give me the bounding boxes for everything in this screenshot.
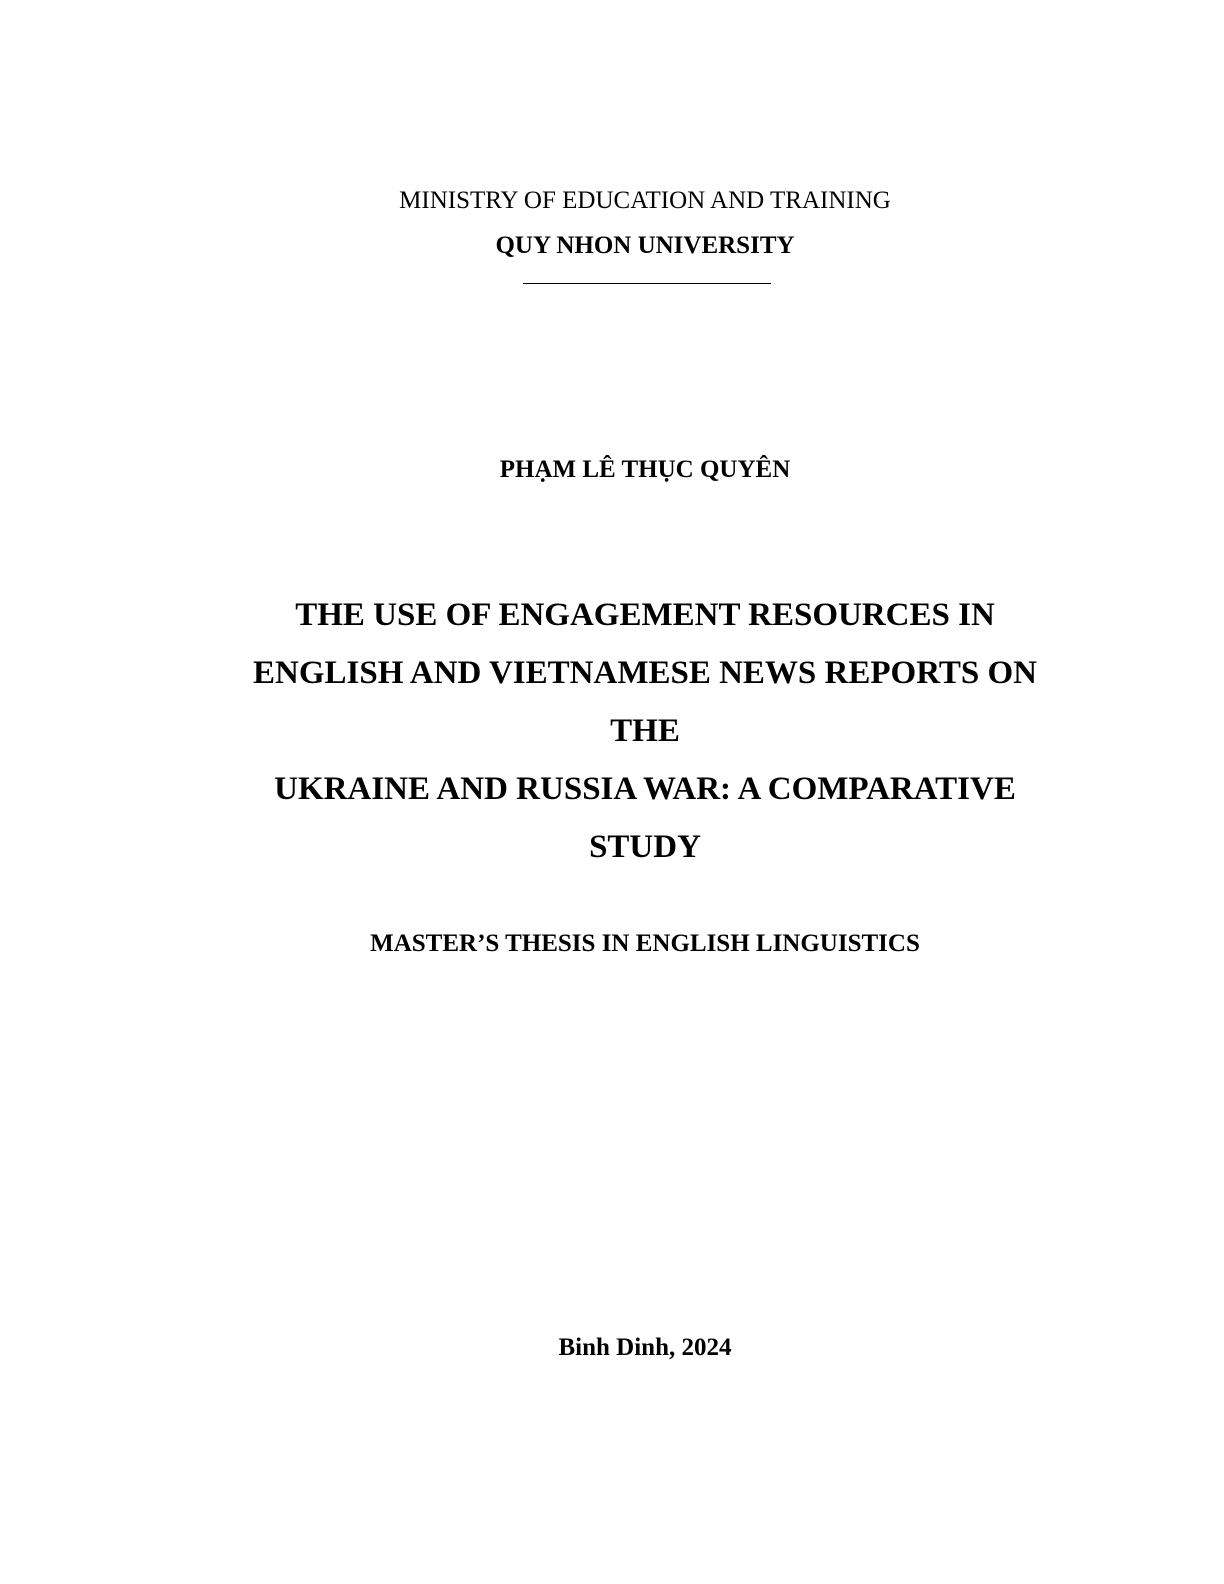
author-name: PHẠM LÊ THỤC QUYÊN xyxy=(499,456,791,483)
thesis-type: MASTER’S THESIS IN ENGLISH LINGUISTICS xyxy=(370,930,920,957)
header-divider xyxy=(523,283,771,284)
title-line: STUDY xyxy=(589,829,701,865)
ministry-name: MINISTRY OF EDUCATION AND TRAINING xyxy=(399,187,891,214)
title-line: ENGLISH AND VIETNAMESE NEWS REPORTS ON xyxy=(253,655,1037,691)
place-and-year: Binh Dinh, 2024 xyxy=(558,1334,732,1361)
thesis-title xyxy=(0,586,1224,876)
title-line: UKRAINE AND RUSSIA WAR: A COMPARATIVE xyxy=(274,771,1016,807)
university-name: QUY NHON UNIVERSITY xyxy=(495,232,795,259)
title-line: THE xyxy=(610,713,680,749)
title-line: THE USE OF ENGAGEMENT RESOURCES IN xyxy=(295,597,995,633)
